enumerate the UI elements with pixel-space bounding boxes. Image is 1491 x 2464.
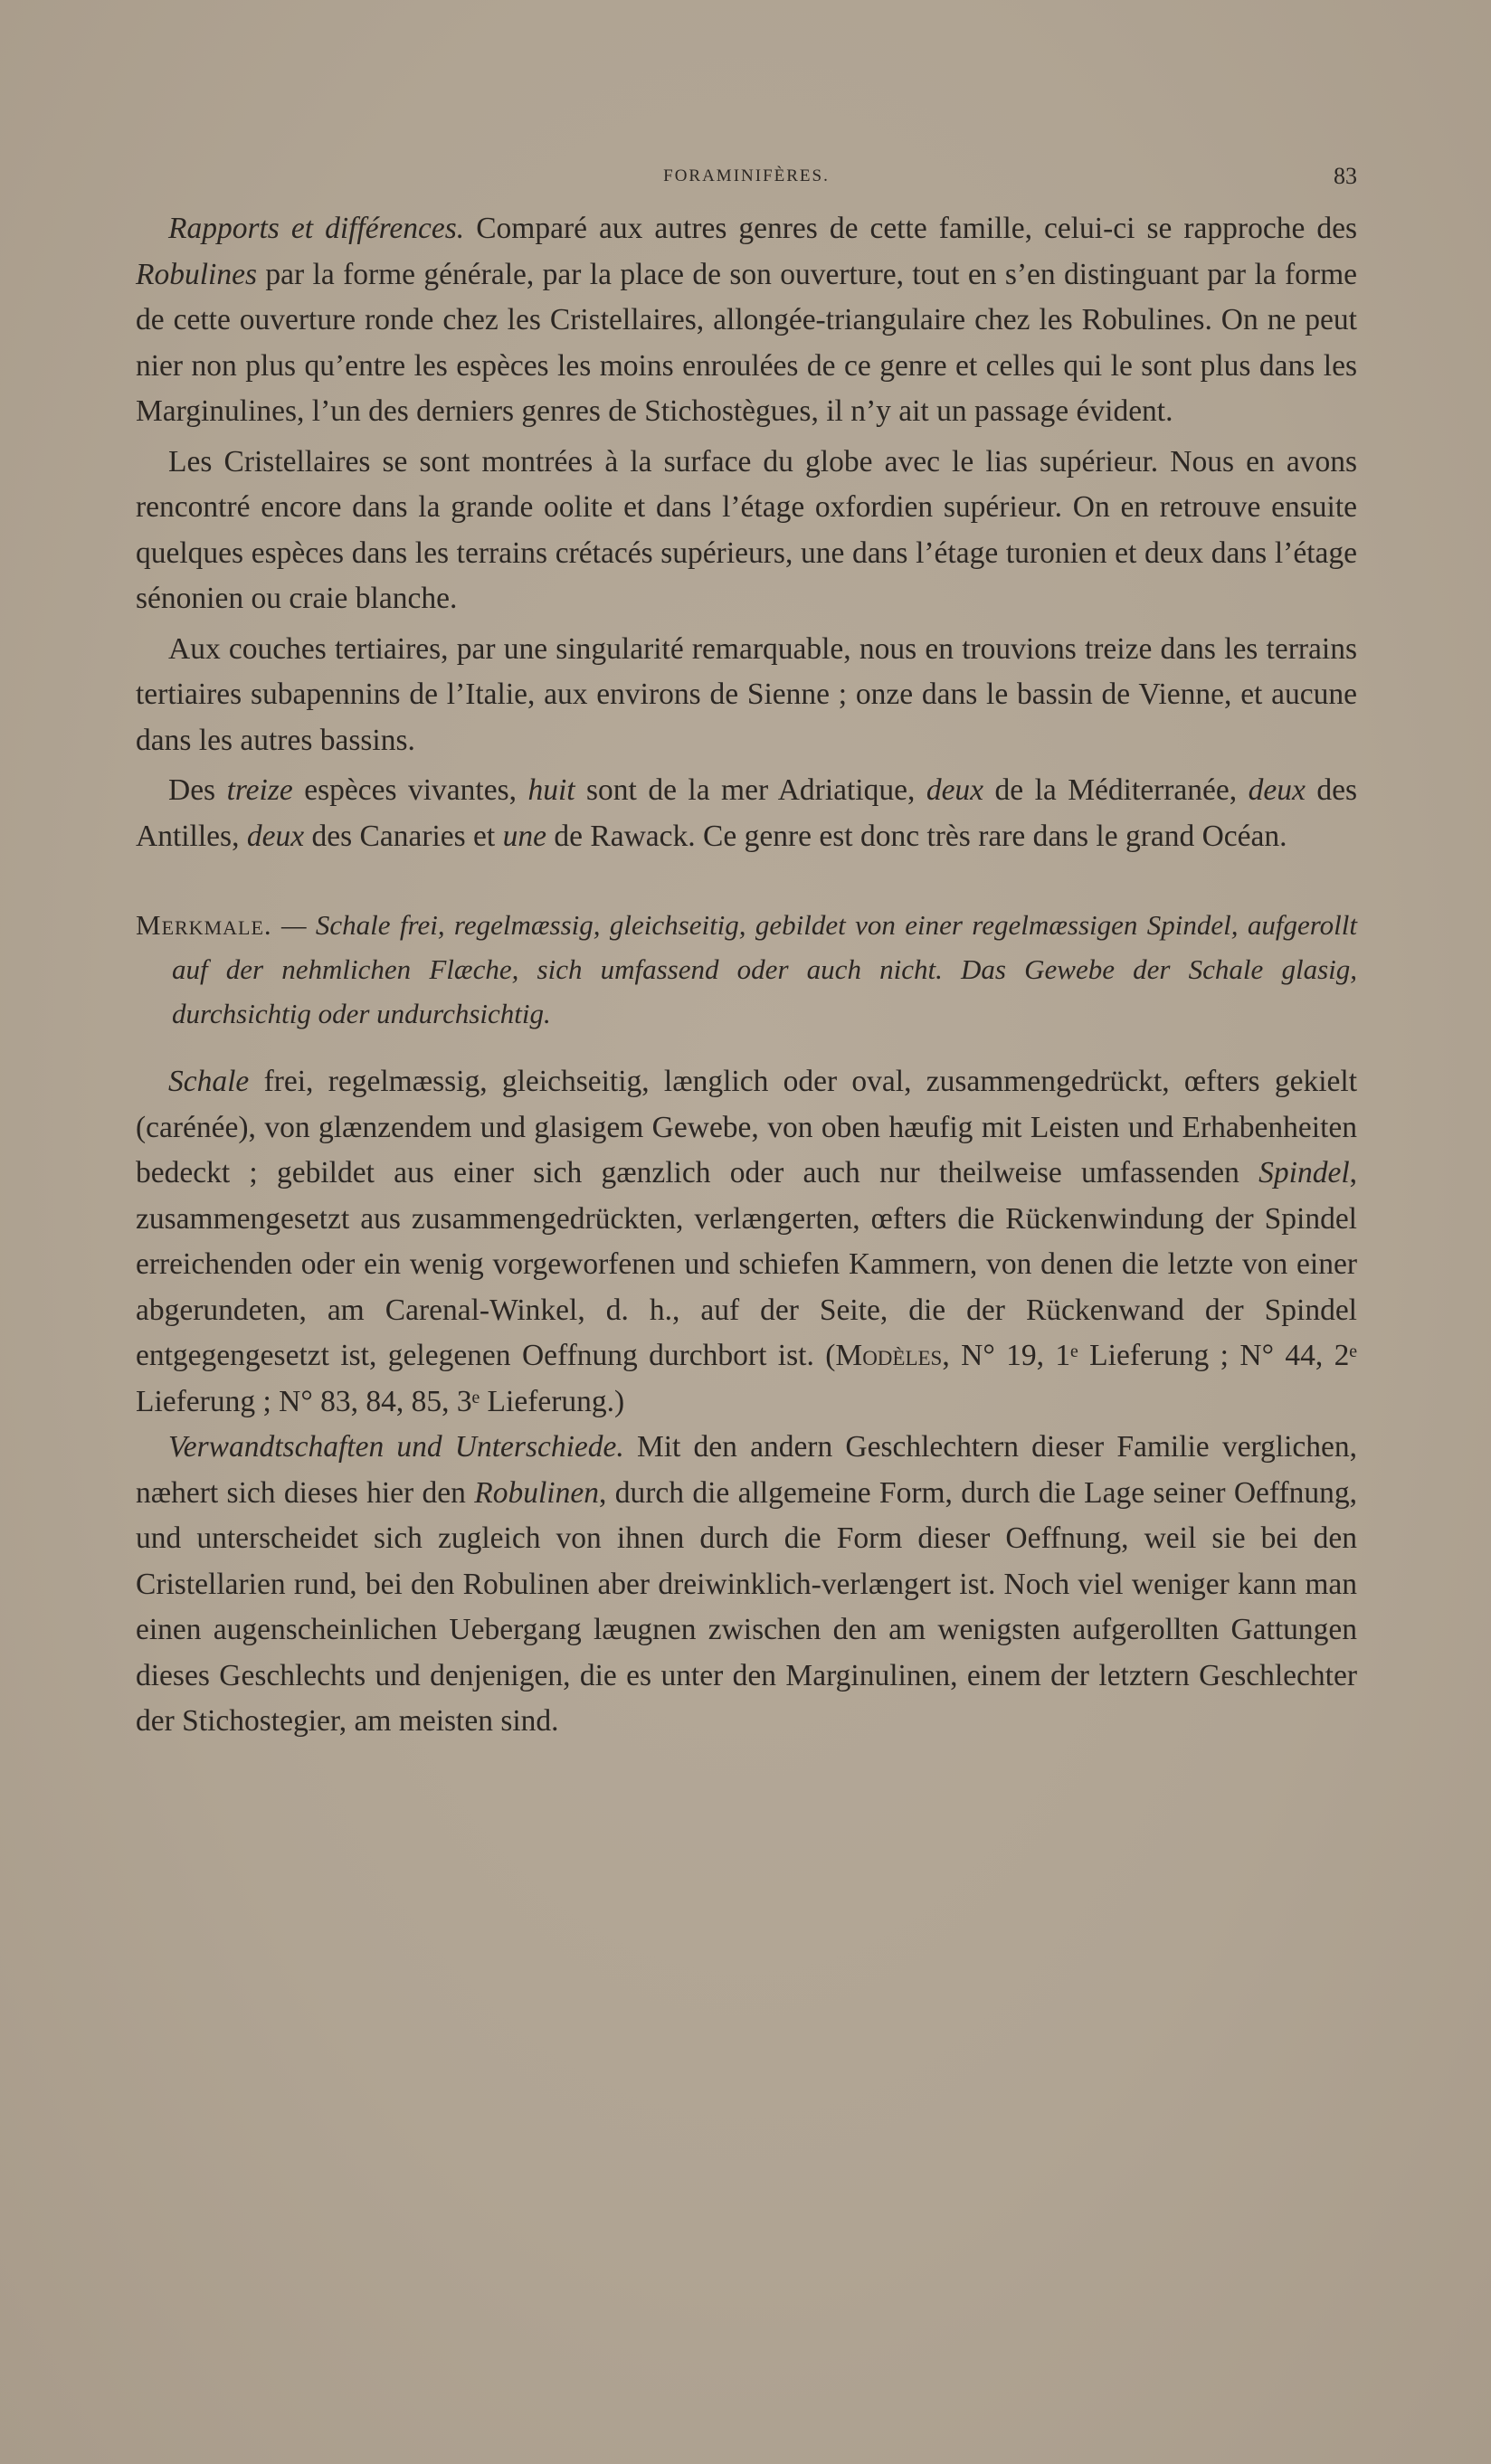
genus-name: Robulines: [136, 257, 257, 291]
emphasis: Spindel: [1258, 1156, 1350, 1189]
text-run: espèces vivantes,: [292, 773, 528, 807]
paragraph-distribution: Les Cristellaires se sont montrées à la surface du globe avec le lias supérieur. Nous en avons rencontré encore dans la grande oolite et dans l’étage oxfordien supérieur. On en retrouve ensuite quelques espèces dans les terrains crétacés supérieurs, une dans l’étage turonien et deux dans l’étage sénonien ou craie blanche.: [136, 444, 1357, 615]
paragraph-schale: [136, 1059, 1357, 1425]
page-body: [136, 206, 1357, 1745]
paragraph-verwandtschaften: [136, 1425, 1357, 1745]
emphasis: deux: [926, 773, 984, 807]
small-caps-term: Modèles: [835, 1339, 943, 1372]
page-number: 83: [1334, 163, 1357, 189]
text-run: de Rawack. Ce genre est donc très rare dans le grand Océan.: [546, 819, 1287, 853]
merkmale-text: — Schale frei, regelmæssig, gleichseitig, gebildet von einer regelmæssigen Spindel, aufgerollt auf der nehmlichen Flæche, sich umfassend oder auch nicht. Das Gewebe der Schale glasig, durchsichtig oder undurchsichtig.: [172, 909, 1357, 1029]
paragraph-rapports: [136, 206, 1357, 435]
paragraph-tertiary: Aux couches tertiaires, par une singularité remarquable, nous en trouvions treize dans les terrains tertiaires subapennins de l’Italie, aux environs de Sienne ; onze dans le bassin de Vienne, et aucune dans les autres bassins.: [136, 631, 1357, 757]
emphasis: treize: [226, 773, 293, 807]
running-title: FORAMINIFÈRES.: [663, 166, 830, 185]
text-run: , N° 19, 1ᵉ Lieferung ; N° 44, 2ᵉ Lieferung ; N° 83, 84, 85, 3ᵉ Lieferung.): [136, 1339, 1358, 1418]
text-run: frei, regelmæssig, gleichseitig, længlich oder oval, zusammengedrückt, œfters gekielt (carénée), von glænzendem und glasigem Gewebe, von oben hæufig mit Leisten und Erhabenheiten bedeckt ; gebildet aus einer sich gænzlich oder auch nur theilweise umfassenden: [136, 1065, 1357, 1189]
paragraph-living-species: [136, 768, 1357, 859]
text-run: des Canaries et: [304, 819, 503, 853]
text-run: de la Méditerranée,: [983, 773, 1249, 807]
emphasis: deux: [246, 819, 305, 853]
emphasis: une: [502, 819, 546, 853]
paragraph-lead: Verwandtschaften und Unterschiede.: [168, 1430, 624, 1464]
emphasis: deux: [1248, 773, 1306, 807]
paragraph-merkmale: [136, 903, 1357, 1036]
text-run: , zusammengesetzt aus zusammengedrückten, verlængerten, œfters die Rückenwindung der Spindel erreichenden oder ein wenig vorgeworfenen und schiefen Kammern, von denen die letzte von einer abgerundeten, am Carenal-Winkel, d. h., auf der Seite, die der Rückenwand der Spindel entgegengesetzt ist, gelegenen Oeffnung durchbort ist. (: [136, 1156, 1357, 1372]
text-run: , durch die allgemeine Form, durch die Lage seiner Oeffnung, und unterscheidet sich zugleich von ihnen durch die Form dieser Oeffnung, weil sie bei den Cristellarien rund, bei den Robulinen aber dreiwinklich-verlængert ist. Noch viel weniger kann man einen augenscheinlichen Uebergang læugnen zwischen den am wenigsten aufgerollten Gattungen dieses Geschlechts und denjenigen, die es unter den Marginulinen, einem der letztern Geschlechter der Stichostegier, am meisten sind.: [136, 1475, 1357, 1738]
text-run: des Antilles,: [136, 773, 1357, 853]
text-run: Des: [168, 773, 227, 807]
text-run: Comparé aux autres genres de cette famille, celui-ci se rapproche des: [464, 212, 1357, 245]
text-run: Mit den andern Geschlechtern dieser Familie verglichen, næhert sich dieses hier den: [136, 1430, 1357, 1510]
page-header: [136, 163, 1357, 195]
merkmale-label: Merkmale.: [136, 909, 272, 941]
emphasis: Schale: [168, 1065, 250, 1098]
genus-name: Robulinen: [474, 1475, 599, 1510]
emphasis: huit: [527, 773, 575, 807]
paragraph-lead: Rapports et différences.: [168, 212, 465, 245]
text-run: sont de la mer Adriatique,: [575, 773, 926, 807]
text-run: par la forme générale, par la place de son ouverture, tout en s’en distinguant par la forme de cette ouverture ronde chez les Cristellaires, allongée-triangulaire chez les Robulines. On ne peut nier non plus qu’entre les espèces les moins enroulées de ce genre et celles qui le sont plus dans les Marginulines, l’un des derniers genres de Stichostègues, il n’y ait un passage évident.: [136, 257, 1357, 428]
